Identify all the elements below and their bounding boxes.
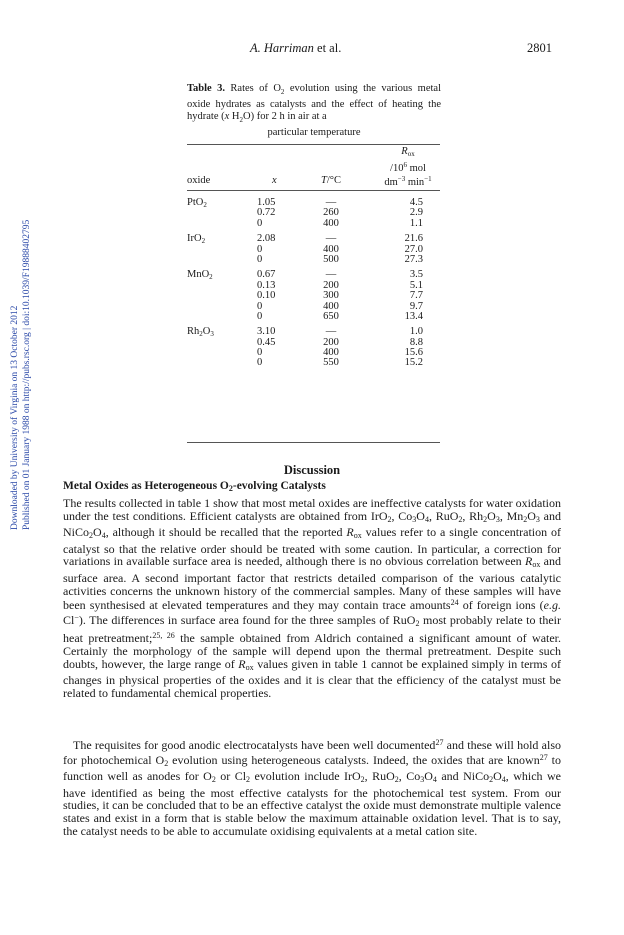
temperature-cell: 400 (323, 347, 339, 359)
table-row (187, 255, 440, 265)
table-row (187, 291, 440, 301)
table-row (187, 198, 440, 208)
table-row (187, 358, 440, 368)
subsection-heading: Metal Oxides as Heterogeneous $O_2$-evolving Catalysts (63, 480, 326, 493)
section-heading: Discussion (283, 463, 341, 477)
rate-cell: 1.1 (409, 217, 423, 229)
paragraph-1: The results collected in table 1 show that most metal oxides are ineffective catalysts for water oxidation under the test conditions. Efficient catalysts are obtained from IrO$_2$, $Co_3O_4$, RuO$_2$, $Rh_2O_3$, $Mn_2O_3$ and $NiCo_2O_4$, although it should be recalled that the reported $R_{ox}$ values refer to a single concentration of catalyst so that the relative order should be treated with some caution. In particular, a correction for variations in available surface area is needed, although there is no obvious correlation between $R_{ox}$ and surface area. A second important factor that restricts detailed comparison of the various catalytic activities concerns the unknown history of the commercial samples. Many of these samples will have been synthesised at elevated temperatures and they may contain trace amounts$^{24}$ of foreign ions (e.g. Cl−). The differences in surface area found for the three samples of RuO$_2$ most probably relate to their heat pretreatment;$^{25, 26}$ the sample obtained from Aldrich contained a significant amount of water. Certainly the morphology of the sample will depend upon the thermal pretreatment. Despite such doubts, however, the large range of $R_{ox}$ values given in table 1 cannot be explained simply in terms of changes in physical properties of the oxides and it is clear that the efficiency of the catalyst must be related to fundamental chemical properties. (63, 496, 562, 700)
col-header-rox: $R_{ox}$ $/10^6$ mol $dm^{-3}$ $\min^{-1}$ (384, 146, 432, 188)
running-header (0, 41, 624, 57)
rate-cell: 5.1 (409, 279, 423, 291)
x-cell: 0 (257, 217, 263, 229)
table-rule-bottom (187, 442, 440, 443)
rate-cell: 27.3 (404, 253, 423, 265)
x-cell: 0 (257, 253, 263, 265)
table-caption: Table 3. Rates of $O_2$ evolution using the various metal oxide hydrates as catalysts and the effect of heating the hydrate (x $H_2O$) for 2 h in air at a particular temperature (187, 83, 441, 138)
temperature-cell: 400 (323, 243, 339, 255)
table-body (187, 198, 440, 369)
rate-cell: 4.5 (409, 197, 423, 208)
col-header-temperature: T/°C (321, 175, 341, 186)
x-cell: 1.05 (257, 197, 276, 208)
col-header-x: x (272, 175, 277, 186)
col-header-oxide: oxide (187, 175, 211, 186)
table-rule-top (187, 144, 440, 145)
table-row (187, 312, 440, 322)
table-row (187, 245, 440, 255)
temperature-cell: 500 (323, 253, 339, 265)
running-title: A. Harriman et al. (250, 41, 342, 55)
publication-notice[interactable]: Published on 01 January 1988 on http://pubs.rsc.org | doi:10.1039/F19888402795 (22, 219, 32, 530)
rate-cell: 15.6 (404, 347, 423, 359)
x-cell: 0.13 (257, 279, 276, 291)
table-row (187, 302, 440, 312)
rate-cell: 27.0 (404, 243, 423, 255)
download-watermark (8, 200, 34, 530)
oxide-cell: PtO$_2$ (187, 197, 207, 209)
temperature-cell: 400 (323, 217, 339, 229)
paragraph-2: The requisites for good anodic electrocatalysts have been well documented$^{27}$ and these will hold also for photochemical $O_2$ evolution using heterogeneous catalysts. Indeed, the oxides that are known$^{27}$ to function well as anodes for $O_2$ or $Cl_2$ evolution include IrO$_2$, RuO$_2$, $Co_3O_4$ and $NiCo_2O_4$, which we have identified as being the most effective catalysts for the photochemical test system. From our studies, it can be concluded that to be an effective catalyst the oxide must demonstrate multiple valence states and exist in a form that is stable below the maximum attainable oxidation level. That is to say, the catalyst needs to be able to accumulate oxidising equivalents at a metal cation site. (63, 738, 561, 838)
rate-cell: 1.0 (409, 326, 423, 338)
rate-cell: 21.6 (404, 233, 423, 245)
x-cell: 0 (257, 243, 263, 255)
x-cell: 0 (257, 357, 263, 369)
temperature-cell: — (325, 269, 337, 281)
table-row (187, 338, 440, 348)
rate-cell: 9.7 (409, 300, 423, 312)
table-row (187, 219, 440, 229)
rate-cell: 7.7 (409, 290, 423, 302)
x-cell: 0.72 (257, 207, 276, 219)
temperature-cell: 400 (323, 300, 339, 312)
temperature-cell: 650 (323, 310, 339, 322)
x-cell: 0 (257, 300, 263, 312)
x-cell: 0.67 (257, 269, 276, 281)
temperature-cell: 200 (323, 279, 339, 291)
table-row (187, 208, 440, 218)
oxide-cell: IrO$_2$ (187, 233, 206, 246)
download-notice[interactable]: Downloaded by University of Virginia on 13 October 2012 (10, 305, 20, 530)
oxide-cell: MnO$_2$ (187, 269, 213, 282)
rate-cell: 13.4 (404, 310, 423, 322)
x-cell: 0 (257, 347, 263, 359)
x-cell: 2.08 (257, 233, 276, 245)
temperature-cell: 300 (323, 290, 339, 302)
oxide-cell: $Rh_2O_3$ (187, 326, 214, 339)
temperature-cell: — (325, 233, 337, 245)
page-number: 2801 (527, 41, 552, 55)
table-row (187, 281, 440, 291)
temperature-cell: 200 (323, 336, 339, 348)
x-cell: 0.10 (257, 290, 276, 302)
table-row (187, 234, 440, 244)
x-cell: 0.45 (257, 336, 276, 348)
x-cell: 3.10 (257, 326, 276, 338)
rate-cell: 2.9 (409, 207, 423, 219)
table-rule-mid (187, 190, 440, 191)
temperature-cell: 550 (323, 357, 339, 369)
rate-cell: 15.2 (404, 357, 423, 369)
temperature-cell: 260 (323, 207, 339, 219)
table-row (187, 348, 440, 358)
temperature-cell: — (325, 326, 337, 338)
table-row (187, 270, 440, 280)
rate-cell: 8.8 (409, 336, 423, 348)
x-cell: 0 (257, 310, 263, 322)
temperature-cell: — (325, 197, 337, 208)
rate-cell: 3.5 (409, 269, 423, 281)
table-row (187, 327, 440, 337)
